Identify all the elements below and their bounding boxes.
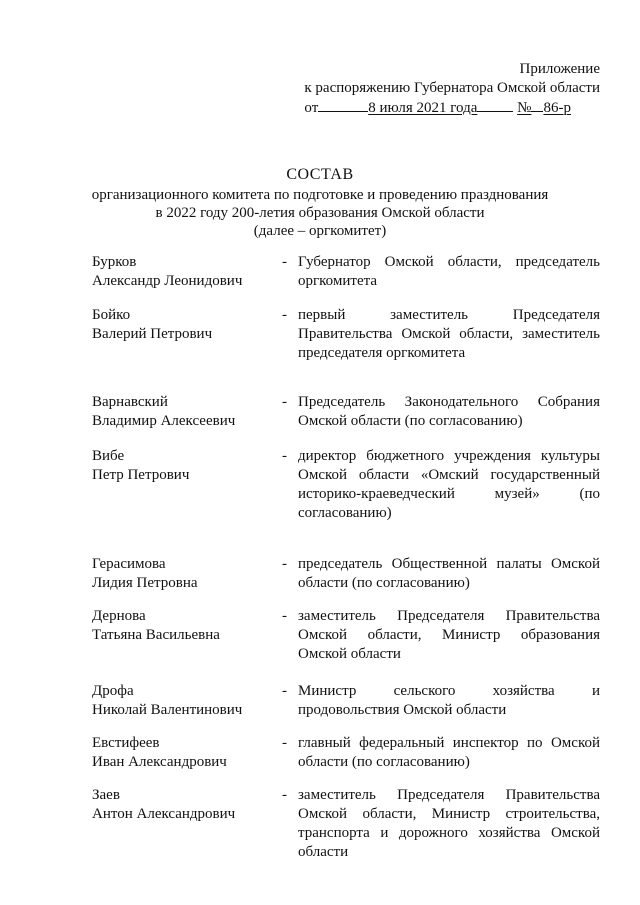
member-dash: - bbox=[282, 735, 287, 751]
member-dash: - bbox=[282, 683, 287, 699]
heading-line-3: (далее – оргкомитет) bbox=[253, 223, 387, 239]
heading-line-2: в 2022 году 200-летия образования Омской области bbox=[155, 205, 485, 221]
member-given-name: Николай Валентинович bbox=[92, 702, 243, 718]
heading-line-1: организационного комитета по подготовке и проведению празднования bbox=[91, 187, 549, 203]
member-surname: Варнавский bbox=[92, 394, 168, 410]
member-given-name: Лидия Петровна bbox=[92, 575, 198, 591]
member-role: первый заместитель Председателя Правительства Омской области, заместитель председателя оргкомитета bbox=[298, 307, 600, 361]
member-name bbox=[92, 447, 272, 485]
appendix-order-reference: к распоряжению Губернатора Омской области bbox=[304, 80, 600, 96]
member-row bbox=[92, 734, 600, 772]
member-name bbox=[92, 306, 272, 344]
order-number: 86-р bbox=[543, 100, 571, 116]
member-given-name: Антон Александрович bbox=[92, 806, 236, 822]
member-surname: Герасимова bbox=[92, 556, 166, 572]
member-name bbox=[92, 393, 272, 431]
member-role: главный федеральный инспектор по Омской области (по согласованию) bbox=[298, 735, 600, 770]
member-name bbox=[92, 786, 272, 824]
appendix-title: Приложение bbox=[519, 61, 600, 77]
member-dash: - bbox=[282, 608, 287, 624]
appendix-block bbox=[304, 60, 600, 118]
document-title: СОСТАВ bbox=[286, 166, 354, 183]
member-given-name: Татьяна Васильевна bbox=[92, 627, 220, 643]
member-surname: Дернова bbox=[92, 608, 146, 624]
member-dash: - bbox=[282, 787, 287, 803]
member-surname: Дрофа bbox=[92, 683, 134, 699]
member-dash: - bbox=[282, 254, 287, 270]
members-list bbox=[92, 253, 600, 862]
member-role: заместитель Председателя Правительства Омской области, Министр строительства, транспорта и дорожного хозяйства Омской области bbox=[298, 787, 600, 860]
member-name bbox=[92, 734, 272, 772]
member-row bbox=[92, 786, 600, 862]
order-number-label: № bbox=[517, 100, 532, 116]
member-name bbox=[92, 607, 272, 645]
member-row bbox=[92, 253, 600, 291]
member-row bbox=[92, 306, 600, 363]
member-surname: Бурков bbox=[92, 254, 137, 270]
member-row bbox=[92, 393, 600, 431]
member-surname: Заев bbox=[92, 787, 120, 803]
member-row bbox=[92, 607, 600, 664]
document-heading bbox=[40, 166, 600, 240]
order-date: 8 июля 2021 года bbox=[368, 100, 478, 116]
member-surname: Евстифеев bbox=[92, 735, 160, 751]
member-role: Министр сельского хозяйства и продовольствия Омской области bbox=[298, 683, 600, 718]
member-dash: - bbox=[282, 394, 287, 410]
member-row bbox=[92, 682, 600, 720]
member-role: заместитель Председателя Правительства Омской области, Министр образования Омской области bbox=[298, 608, 600, 662]
member-role: председатель Общественной палаты Омской области (по согласованию) bbox=[298, 556, 600, 591]
member-name bbox=[92, 555, 272, 593]
member-name bbox=[92, 682, 272, 720]
member-dash: - bbox=[282, 448, 287, 464]
member-role: Губернатор Омской области, председатель оргкомитета bbox=[298, 254, 600, 289]
member-given-name: Петр Петрович bbox=[92, 467, 190, 483]
member-dash: - bbox=[282, 307, 287, 323]
member-given-name: Иван Александрович bbox=[92, 754, 227, 770]
member-surname: Бойко bbox=[92, 307, 131, 323]
member-surname: Вибе bbox=[92, 448, 125, 464]
member-given-name: Валерий Петрович bbox=[92, 326, 213, 342]
member-given-name: Владимир Алексеевич bbox=[92, 413, 236, 429]
member-role: Председатель Законодательного Собрания Омской области (по согласованию) bbox=[298, 394, 600, 429]
member-dash: - bbox=[282, 556, 287, 572]
member-row bbox=[92, 447, 600, 523]
member-name bbox=[92, 253, 272, 291]
member-role: директор бюджетного учреждения культуры Омской области «Омский государственный историко-краеведческий музей» (по согласованию) bbox=[298, 448, 600, 521]
order-from-label: от bbox=[304, 100, 319, 116]
member-row bbox=[92, 555, 600, 593]
order-date-number-line bbox=[304, 98, 600, 118]
member-given-name: Александр Леонидович bbox=[92, 273, 243, 289]
